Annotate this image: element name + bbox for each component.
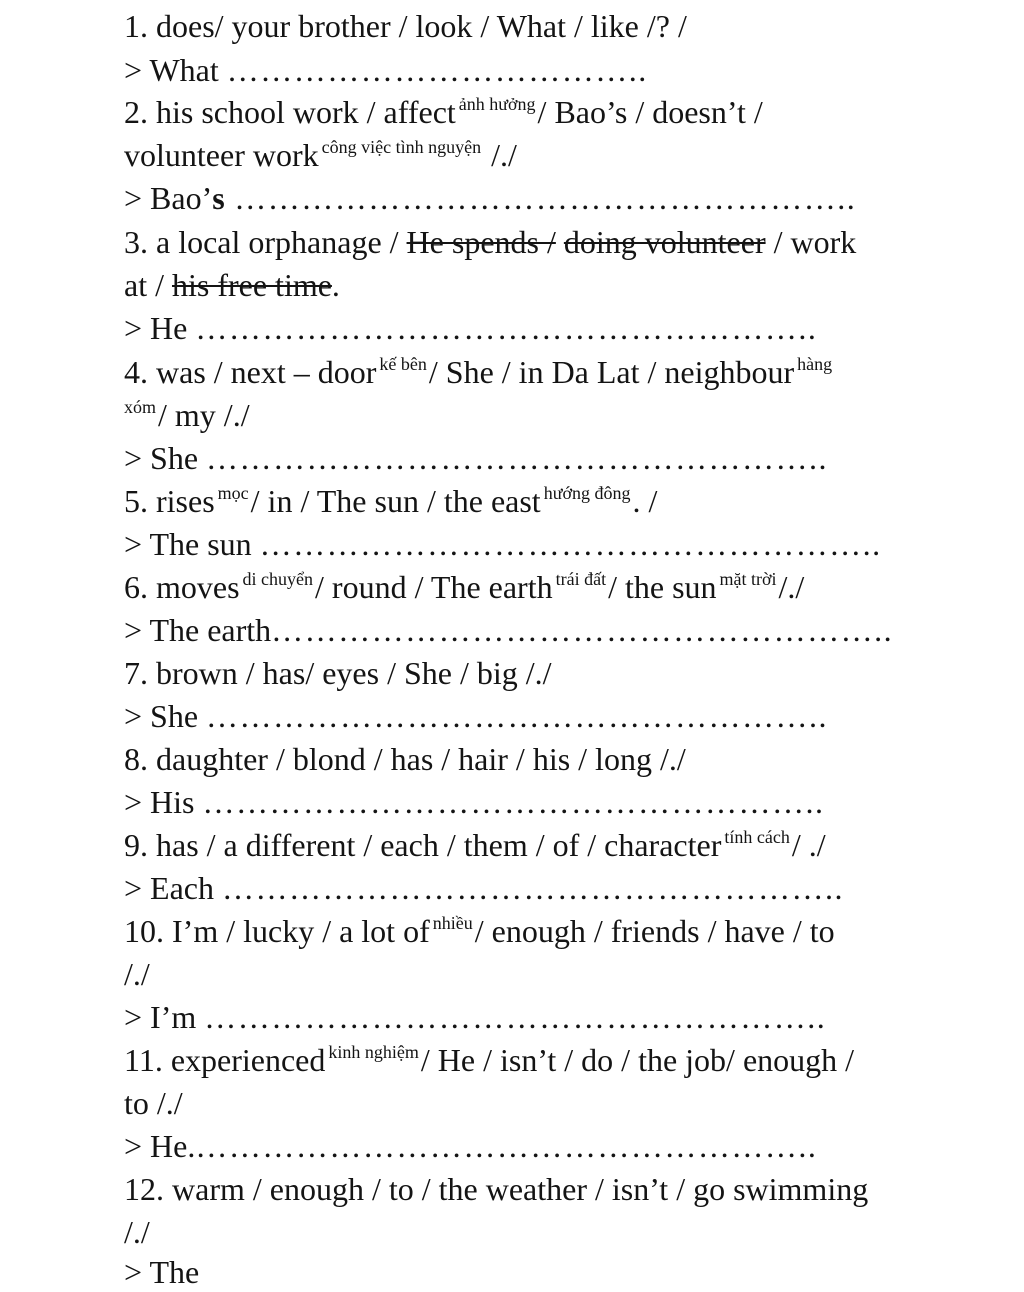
- q7-answer-line: [124, 696, 828, 736]
- q8-answer-blank: ………………………………………………..: [202, 784, 825, 820]
- q5-prompt: [124, 481, 657, 521]
- q4-prompt-line-1: [124, 352, 834, 392]
- q10-gloss-1: nhiều: [432, 913, 473, 933]
- q2-gloss-2: công việc tình nguyện: [321, 137, 482, 157]
- q6-gloss-2: trái đất: [555, 569, 607, 589]
- q12-prompt-text-a: 12. warm / enough / to / the weather / isn’t / go swimming: [124, 1171, 869, 1207]
- q9-prompt: [124, 825, 826, 865]
- q4-prompt-text-b: / She / in Da Lat / neighbour: [428, 354, 795, 390]
- q2-prompt-text-c: volunteer work: [124, 137, 319, 173]
- q11-prompt-line-1: [124, 1040, 854, 1080]
- q9-answer-start: > Each: [124, 870, 222, 906]
- q12-prompt-line-2: [124, 1212, 150, 1252]
- q11-prompt-text-c: to /./: [124, 1085, 183, 1121]
- q11-prompt-text-b: / He / isn’t / do / the job/ enough /: [420, 1042, 855, 1078]
- q4-answer-line: [124, 438, 828, 478]
- q7-prompt: [124, 653, 552, 693]
- q12-answer-start: > The: [124, 1254, 200, 1290]
- q6-prompt-text-b: / round / The earth: [315, 569, 553, 605]
- q4-answer-start: > She: [124, 440, 207, 476]
- q7-answer-blank: ………………………………………………..: [206, 698, 829, 734]
- q11-answer-blank: ………………………………………………..: [195, 1128, 818, 1164]
- q3-prompt-text-d: at /: [124, 267, 172, 303]
- q2-prompt-text-b: / Bao’s / doesn’t /: [537, 94, 763, 130]
- q5-answer-blank: ………………………………………………..: [259, 526, 882, 562]
- q10-prompt-line-2: [124, 954, 150, 994]
- q3-struck-1: He spends /: [406, 224, 556, 260]
- q8-prompt-text: 8. daughter / blond / has / hair / his / long /./: [124, 741, 686, 777]
- q4-gloss-2a: hàng: [797, 354, 833, 374]
- q3-struck-2: doing volunteer: [563, 224, 766, 260]
- q11-gloss-1: kinh nghiệm: [328, 1042, 419, 1062]
- q9-answer-line: [124, 868, 844, 908]
- q10-prompt-line-1: [124, 911, 835, 951]
- q5-answer-start: > The sun: [124, 526, 260, 562]
- q11-prompt-text-a: 11. experienced: [124, 1042, 326, 1078]
- q1-answer-start: > What: [124, 52, 227, 88]
- q6-prompt-text-a: 6. moves: [124, 569, 240, 605]
- q11-answer-start: > He.: [124, 1128, 196, 1164]
- q2-answer-blank: ………………………………………………..: [224, 180, 857, 216]
- q3-answer-start: > He: [124, 310, 196, 346]
- q6-answer-line: [124, 610, 893, 650]
- q4-prompt-text-a: 4. was / next – door: [124, 354, 377, 390]
- q9-answer-blank: ………………………………………………..: [222, 870, 844, 906]
- q6-prompt-text-d: /./: [778, 569, 805, 605]
- q9-prompt-text-a: 9. has / a different / each / them / of / character: [124, 827, 722, 863]
- q10-answer-blank: ………………………………………………..: [204, 999, 827, 1035]
- q9-gloss-1: tính cách: [724, 827, 790, 847]
- q8-answer-start: > His: [124, 784, 203, 820]
- q12-answer-line: [124, 1252, 199, 1292]
- q3-answer-blank: ………………………………………………..: [195, 310, 818, 346]
- q5-prompt-text-a: 5. rises: [124, 483, 215, 519]
- q2-answer-start: > Bao’: [124, 180, 213, 216]
- q1-prompt: [124, 6, 687, 46]
- q7-prompt-text: 7. brown / has/ eyes / She / big /./: [124, 655, 552, 691]
- q10-answer-line: [124, 997, 826, 1037]
- q3-prompt-text-b: [556, 224, 564, 260]
- q11-answer-line: [124, 1126, 817, 1166]
- q2-prompt-line-2: [124, 135, 517, 175]
- q6-answer-blank: ………………………………………………..: [271, 612, 894, 648]
- q1-answer-line: [124, 50, 648, 90]
- q7-answer-start: > She: [124, 698, 207, 734]
- q6-gloss-3: mặt trời: [719, 569, 777, 589]
- q10-prompt-text-a: 10. I’m / lucky / a lot of: [124, 913, 430, 949]
- q4-prompt-line-2: [124, 395, 250, 435]
- q1-answer-blank: ………………………………..: [226, 52, 648, 88]
- q3-prompt-line-2: [124, 265, 340, 305]
- q10-prompt-text-c: /./: [124, 956, 150, 992]
- q1-prompt-text: 1. does/ your brother / look / What / like /? /: [124, 8, 687, 44]
- q5-prompt-text-c: . /: [632, 483, 658, 519]
- q3-prompt-text-a: 3. a local orphanage /: [124, 224, 407, 260]
- q3-prompt-text-e: .: [331, 267, 340, 303]
- q3-answer-line: [124, 308, 817, 348]
- q2-gloss-1: ảnh hưởng: [458, 94, 536, 114]
- q6-gloss-1: di chuyển: [242, 569, 314, 589]
- q5-answer-line: [124, 524, 882, 564]
- q3-struck-3: his free time: [171, 267, 332, 303]
- q10-prompt-text-b: / enough / friends / have / to: [474, 913, 835, 949]
- q8-answer-line: [124, 782, 825, 822]
- q5-gloss-1: mọc: [217, 483, 249, 503]
- q5-gloss-2: hướng đông: [543, 483, 631, 503]
- q6-prompt: [124, 567, 804, 607]
- q4-answer-blank: ………………………………………………..: [206, 440, 829, 476]
- q5-prompt-text-b: / in / The sun / the east: [250, 483, 541, 519]
- q2-answer-bold: s: [212, 180, 225, 216]
- q6-prompt-text-c: / the sun: [608, 569, 717, 605]
- q3-prompt-line-1: [124, 222, 856, 262]
- q11-prompt-line-2: [124, 1083, 183, 1123]
- q12-prompt-text-b: /./: [124, 1214, 150, 1250]
- q12-prompt-line-1: [124, 1169, 868, 1209]
- q2-answer-line: [124, 178, 856, 218]
- q4-prompt-text-c: / my /./: [158, 397, 250, 433]
- q4-gloss-1: kế bên: [379, 354, 427, 374]
- q2-prompt-text-d: /./: [483, 137, 517, 173]
- q6-answer-start: > The earth: [124, 612, 272, 648]
- q2-prompt-text-a: 2. his school work / affect: [124, 94, 456, 130]
- q4-gloss-2b: xóm: [124, 397, 157, 417]
- q9-prompt-text-b: / ./: [791, 827, 826, 863]
- q3-prompt-text-c: / work: [765, 224, 857, 260]
- q2-prompt-line-1: [124, 92, 763, 132]
- q8-prompt: [124, 739, 686, 779]
- q10-answer-start: > I’m: [124, 999, 205, 1035]
